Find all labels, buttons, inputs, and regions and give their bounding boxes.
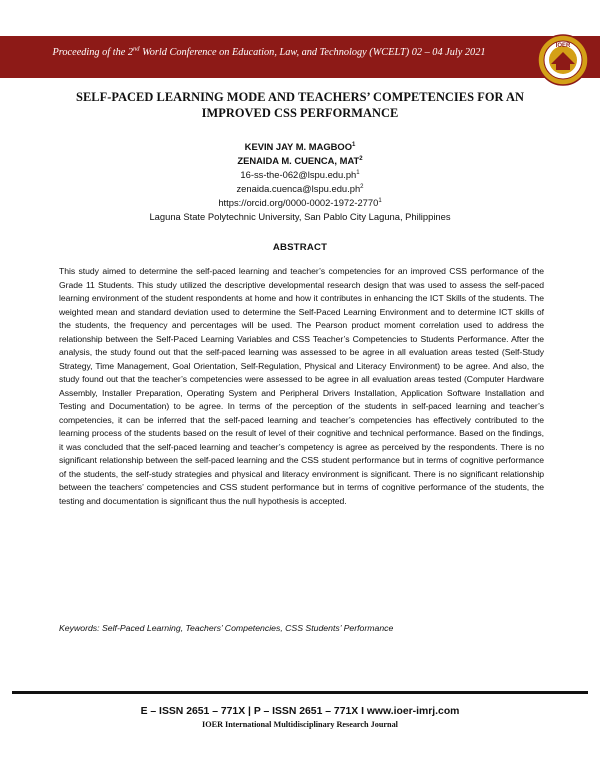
- title-line-2: IMPROVED CSS PERFORMANCE: [201, 106, 399, 120]
- orcid-text[interactable]: https://orcid.org/0000-0002-1972-2770: [218, 197, 379, 208]
- author-2-sup: 2: [359, 155, 363, 162]
- author-1: [80, 140, 520, 154]
- abstract-heading: ABSTRACT: [272, 242, 328, 253]
- keywords: Keywords: Self-Paced Learning, Teachers’ Competencies, CSS Students’ Performance: [59, 623, 394, 633]
- author-2-name: ZENAIDA M. CUENCA, MAT: [237, 155, 360, 166]
- orcid-link: [80, 196, 520, 210]
- orcid-sup: 1: [378, 197, 382, 204]
- email-1: [80, 168, 520, 182]
- email-2-text[interactable]: zenaida.cuenca@lspu.edu.ph: [236, 183, 361, 194]
- footer-rule: [12, 691, 588, 694]
- footer-issn: E – ISSN 2651 – 771X | P – ISSN 2651 – 771X I www.ioer-imrj.com: [140, 706, 460, 717]
- author-1-sup: 1: [351, 141, 356, 148]
- affiliation: Laguna State Polytechnic University, San Pablo City Laguna, Philippines: [149, 211, 451, 222]
- header-text-after: World Conference on Education, Law, and Technology (WCELT) 02 – 04 July 2021: [139, 47, 486, 58]
- email-1-sup: 1: [356, 169, 360, 176]
- email-2: [80, 182, 520, 196]
- header-sup: nd: [133, 45, 140, 53]
- title-line-1: SELF-PACED LEARNING MODE AND TEACHERS’ COMPETENCIES FOR AN: [76, 90, 524, 104]
- author-1-name: KEVIN JAY M. MAGBOO: [244, 141, 352, 152]
- author-block: [80, 140, 520, 224]
- footer-journal: IOER International Multidisciplinary Research Journal: [202, 720, 398, 729]
- email-1-text[interactable]: 16-ss-the-062@lspu.edu.ph: [240, 169, 357, 180]
- ioer-logo-icon: [537, 34, 589, 86]
- email-2-sup: 2: [360, 183, 364, 190]
- logo-text: IOER: [555, 43, 571, 49]
- header-text-before: Proceeding of the 2: [52, 47, 134, 58]
- paper-title: [60, 89, 540, 121]
- abstract-body: This study aimed to determine the self-paced learning and teacher’s competencies for an improved CSS performance of the Grade 11 Students. This study utilized the descriptive developmental research design that was used to assess the self-paced learning environment of the student respondents at home and how it contributes in enhancing the ICT Skills of the students. The weighted mean and standard deviation used to determine the Self-Paced Learning Environment and to determine ICT skills of the students, the frequency and percentages will be used. The Pearson product moment correlation used to address the relationship between the Self-Paced Learning Variables and CSS Teacher’s Competencies to Students Performance. After the analysis, the study found out that the self-paced learning was assessed to be agree in all evaluation areas tested (Self-Study Strategy, Time Management, Goal Orientation, Self-Regulation, Physical and Literacy Environment) to be agree. And also, the study found out that the teacher’s competencies were assessed to be agree in all evaluation areas tested (Computer Hardware Assembly, Installer Preparation, Operating System and Peripheral Drivers Installation, Application Software Installation and Testing and Documentation) to be agree. In terms of the perception of the students in self-paced learning and teacher’s competencies, it can be inferred that the self-paced learning and teacher’s competencies has effectively contributed to the learning process of the students based on the result of level of their cognitive and technical performance. Based on the findings, it was concluded that the self-paced learning and teacher’s competency is agree as perceived by the respondents. There is no significant relationship between the self-paced learning and the CSS student performance but in terms of cognitive performance of the students, the self-study strategies and physical and literacy environment is significant. There is no significant relationship between the teachers’ competencies and CSS student performance but in terms of cognitive performance of the students, the testing and documentation is significant thus the null hypothesis is accepted.: [59, 266, 544, 506]
- conference-header: [0, 47, 538, 58]
- author-2: [80, 154, 520, 168]
